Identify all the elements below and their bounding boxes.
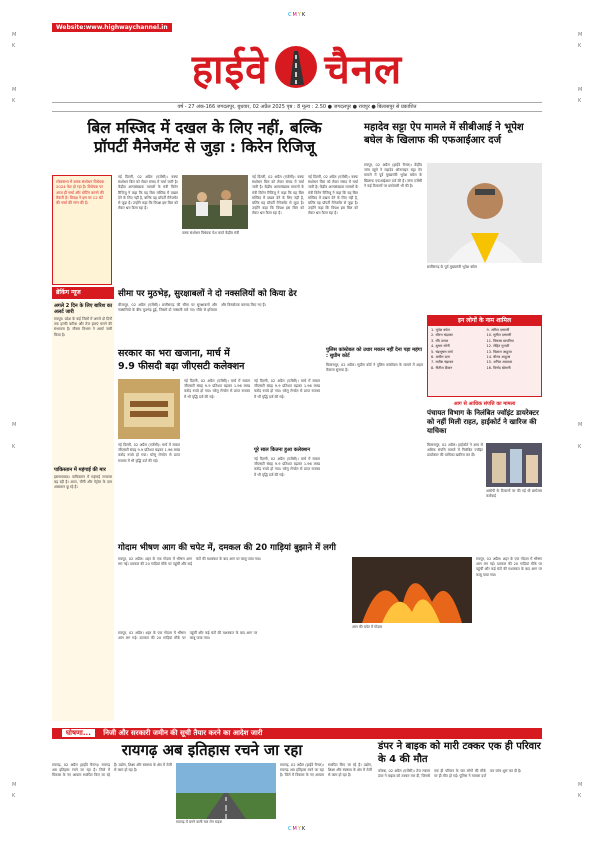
police-body: बिलासपुर, 02 अप्रैल। सुप्रीम कोर्ट ने पुलिस कांस्टेबल के मामले में अहम फैसला सुनाया है।: [326, 363, 423, 373]
name-item: 16. विनोद खेमानी: [486, 365, 511, 370]
lead-body-col-1: नई दिल्ली, 02 अप्रैल (एजेंसी)। वक्फ संशोधन बिल को लेकर संसद में चर्चा जारी है। केंद्रीय अल्पसंख्यक मामलों के मंत्री किरेन रिजिजू ने कहा कि यह बिल मस्जिद में दखल देने के लिए नहीं है, बल्कि यह प्रॉपर्टी मैनेजमेंट से जुड़ा है। उन्होंने कहा कि विपक्ष इस बिल को लेकर भ्रम फैला रहा है।: [118, 175, 178, 211]
name-item: 5. चंद्रभूषण वर्मा: [431, 349, 453, 354]
name-item: 3. रवि उप्पल: [431, 338, 449, 343]
announcement-ticker: [52, 728, 542, 739]
gst-body-col-2: नई दिल्ली, 02 अप्रैल (एजेंसी)। मार्च में सकल जीएसटी संग्रह 9.9 प्रतिशत बढ़कर 1.96 लाख करोड़ रुपये हो गया। घरेलू लेनदेन से प्राप्त राजस्व में भी वृद्धि दर्ज की गई।: [118, 443, 180, 463]
name-item: 9. अनिल दम्माणी: [486, 328, 510, 332]
lead-body-col-3: नई दिल्ली, 02 अप्रैल (एजेंसी)। वक्फ संशोधन बिल को लेकर संसद में चर्चा जारी है। केंद्रीय अल्पसंख्यक मामलों के मंत्री किरेन रिजिजू ने कहा कि यह बिल मस्जिद में दखल देने के लिए नहीं है, बल्कि यह प्रॉपर्टी मैनेजमेंट से जुड़ा है। उन्होंने कहा कि विपक्ष इस बिल को लेकर भ्रम फैला रहा है।: [308, 175, 358, 216]
panchayat-kicker: आग से आधिक संपत्ति का मामला: [453, 401, 516, 407]
cmyk-mark-top: CMYK: [288, 12, 307, 18]
name-item: 7. सतीश चंद्राकर: [431, 360, 454, 365]
breaking-item-2-body: इस्लामाबाद। पाकिस्तान में महंगाई लगातार बढ़ रही है। आटा, चीनी और पेट्रोल के दाम आसमान छू रहे हैं।: [54, 475, 112, 490]
name-item: 1. भूपेश बघेल: [431, 328, 450, 332]
website-link[interactable]: Website:www.highwaychannel.in: [52, 23, 172, 32]
side-mark-left-mid: M K: [12, 422, 17, 450]
raigarh-body: रायगढ़, 02 अप्रैल (हाईवे चैनल)। रायगढ़ अब इतिहास रचने जा रहा है। जिले में विकास के नए आयाम स्थापित किए जा रहे हैं। उद्योग, शिक्षा और स्वास्थ्य के क्षेत्र में तेजी से काम हो रहा है।: [52, 763, 172, 778]
raigarh-body-more: रायगढ़, 02 अप्रैल (हाईवे चैनल)। रायगढ़ अब इतिहास रचने जा रहा है। जिले में विकास के नए आयाम स्थापित किए जा रहे हैं। उद्योग, शिक्षा और स्वास्थ्य के क्षेत्र में तेजी से काम हो रहा है।: [280, 763, 372, 778]
panchayat-body: बिलासपुर, 02 अप्रैल। हाईकोर्ट ने आय से अधिक संपत्ति मामले में निलंबित ज्वॉइंट डायरेक्टर की याचिका खारिज कर दी।: [427, 443, 483, 458]
lead-blurb: लोकसभा में वक्फ संशोधन विधेयक 2024 पेश हो रहा है। विधेयक पर आज ही चर्चा और वोटिंग कराने की तैयारी है। विपक्ष ने इस पर 12 घंटे की चर्चा की मांग की है।: [52, 175, 112, 285]
panchayat-headline: पंचायत विभाग के निलंबित ज्वॉइंट डायरेक्टर को नहीं मिली राहत, हाईकोर्ट ने खारिज की याचिका: [427, 409, 539, 435]
panchayat-photo: [486, 443, 542, 487]
masthead: [52, 32, 542, 102]
godown-body: रायपुर, 02 अप्रैल। शहर के एक गोदाम में भीषण आग लग गई। दमकल की 20 गाड़ियां मौके पर पहुंचीं और कई घंटों की मशक्कत के बाद आग पर काबू पाया गया।: [118, 557, 262, 567]
godown-caption: आग की चपेट में गोदाम: [352, 625, 383, 629]
cmyk-mark-bottom: CMYK: [288, 826, 307, 832]
name-item: 14. धीरज आहूजा: [486, 355, 511, 360]
name-item: 8. नीतीश दीवान: [431, 365, 453, 370]
godown-body-right: रायपुर, 02 अप्रैल। शहर के एक गोदाम में भीषण आग लग गई। दमकल की 20 गाड़ियां मौके पर पहुंचीं और कई घंटों की मशक्कत के बाद आग पर काबू पाया गया।: [476, 557, 542, 577]
breaking-item-2-head: पाकिस्तान में महंगाई की मार: [54, 467, 106, 473]
masthead-title-right: चैनल: [324, 46, 403, 93]
police-headline: पुलिस कांस्टेबल को उधार मकान नहीं देना पड़ा महंगा : सुप्रीम कोर्ट: [326, 347, 422, 359]
breaking-column: [52, 301, 114, 721]
godown-headline: गोदाम भीषण आग की चपेट में, दमकल की 20 गाड़ियां बुझाने में लगी: [118, 543, 336, 553]
parliament-photo: [182, 175, 248, 229]
issue-info-bar: वर्ष - 27 अंक-166 जगदलपुर, बुधवार, 02 अप्रैल 2025 पृष्ठ : 8 मूल्य : 2.50 ● जगदलपुर ● रायपुर ● बिलासपुर से प्रकाशित: [52, 102, 542, 112]
right-lead-headline: महादेव सट्टा ऐप मामले में सीबीआई ने भूपेश बघेल के खिलाफ की एफआईआर दर्ज: [364, 122, 524, 146]
names-box: [427, 315, 542, 397]
gst-headline-line-2: 9.9 फीसदी बढ़ा जीएसटी कलेक्शन: [118, 361, 245, 372]
bhupesh-photo: [427, 163, 542, 263]
side-mark-left-bot: M K: [12, 782, 17, 799]
breaking-item-1-head: अगले 2 दिन के लिए बारिश का अलर्ट जारी: [54, 303, 112, 315]
gst-body-col-1: नई दिल्ली, 02 अप्रैल (एजेंसी)। मार्च में सकल जीएसटी संग्रह 9.9 प्रतिशत बढ़कर 1.96 लाख करोड़ रुपये हो गया। घरेलू लेनदेन से प्राप्त राजस्व में भी वृद्धि दर्ज की गई।: [184, 379, 250, 399]
gst-headline: [118, 347, 318, 373]
name-item: 13. विशाल आहूजा: [486, 349, 512, 354]
lead-body-col-2: नई दिल्ली, 02 अप्रैल (एजेंसी)। वक्फ संशोधन बिल को लेकर संसद में चर्चा जारी है। केंद्रीय अल्पसंख्यक मामलों के मंत्री किरेन रिजिजू ने कहा कि यह बिल मस्जिद में दखल देने के लिए नहीं है, बल्कि यह प्रॉपर्टी मैनेजमेंट से जुड़ा है। उन्होंने कहा कि विपक्ष इस बिल को लेकर भ्रम फैला रहा है।: [252, 175, 304, 216]
side-mark-left: M K M K: [12, 32, 17, 104]
godown-body-more: रायपुर, 02 अप्रैल। शहर के एक गोदाम में भीषण आग लग गई। दमकल की 20 गाड़ियां मौके पर पहुंचीं और कई घंटों की मशक्कत के बाद आग पर काबू पाया गया।: [118, 631, 258, 641]
right-lead-caption: छत्तीसगढ़ के पूर्व मुख्यमंत्री भूपेश बघेल: [427, 265, 477, 269]
maoist-body: बीजापुर, 02 अप्रैल (एजेंसी)। छत्तीसगढ़ की सीमा पर सुरक्षाबलों और नक्सलियों के बीच मुठभेड़ हुई, जिसमें दो नक्सली मारे गए। मौके से हथियार और विस्फोटक बरामद किए गए हैं।: [118, 303, 266, 313]
names-box-title: इन लोगों के नाम शामिल: [428, 316, 541, 326]
side-mark-right-mid: M K: [578, 422, 583, 450]
breaking-item-1-body: रायपुर। प्रदेश के कई जिलों में अगले दो दिनों तक हल्की बारिश और तेज हवाएं चलने की संभावना है। मौसम विभाग ने अलर्ट जारी किया है।: [54, 317, 112, 337]
newspaper-page: [52, 23, 542, 824]
gst-photo: [118, 379, 180, 439]
top-bar: [52, 23, 542, 32]
maoist-headline: सीमा पर मुठभेड़, सुरक्षाबलों ने दो नक्सलियों को किया ढेर: [118, 289, 297, 299]
side-mark-right-bot: M K: [578, 782, 583, 799]
masthead-title-left: हाईवे: [191, 46, 269, 93]
name-item: 12. रोहित गुलाटी: [486, 344, 510, 349]
raigarh-caption: रायगढ़ में बनने वाली चार लेन सड़क: [176, 820, 223, 824]
gst-subhead: पूरे साल कितना हुआ कलेक्शन: [254, 447, 311, 453]
names-list: [428, 326, 541, 373]
ticker-text: निजी और सरकारी जमीन की सूची तैयार करने का आदेश जारी: [103, 729, 263, 737]
gst-body-col-4: नई दिल्ली, 02 अप्रैल (एजेंसी)। मार्च में सकल जीएसटी संग्रह 9.9 प्रतिशत बढ़कर 1.96 लाख करोड़ रुपये हो गया। घरेलू लेनदेन से प्राप्त राजस्व में भी वृद्धि दर्ज की गई।: [254, 457, 320, 477]
name-item: 4. शुभम सोनी: [431, 344, 450, 349]
right-lead-body: रायपुर, 02 अप्रैल (हाईवे चैनल)। केंद्रीय जांच ब्यूरो ने महादेव ऑनलाइन सट्टा ऐप मामले में पूर्व मुख्यमंत्री भूपेश बघेल के खिलाफ एफआईआर दर्ज की है। जांच एजेंसी ने कई ठिकानों पर छापेमारी भी की है।: [364, 163, 422, 188]
panchayat-caption: आरोपी के ठिकानों पर की गई थी छापेमार कार्रवाई: [486, 489, 542, 499]
ticker-label: घोषणा...: [62, 729, 95, 737]
lead-headline-line-2: प्रॉपर्टी मैनेजमेंट से जुड़ा : किरेन रिजिजू: [93, 138, 315, 156]
name-item: 15. अनिल अग्रवाल: [486, 360, 513, 365]
gst-headline-line-1: सरकार का भरा खजाना, मार्च में: [118, 348, 230, 359]
dumper-body: कोरबा, 02 अप्रैल (एजेंसी)। तेज रफ्तार डंपर ने बाइक को टक्कर मार दी, जिससे एक ही परिवार के चार लोगों की मौके पर ही मौत हो गई। पुलिस ने मामला दर्ज कर जांच शुरू कर दी है।: [378, 769, 522, 779]
lead-photo-caption: वक्फ संशोधन विधेयक पेश करते केंद्रीय मंत्री: [182, 231, 240, 235]
lead-headline-line-1: बिल मस्जिद में दखल के लिए नहीं, बल्कि: [87, 119, 322, 137]
road-logo-icon: [274, 45, 318, 89]
godown-fire-photo: [352, 557, 472, 623]
breaking-news-label: ब्रेकिंग न्यूज: [52, 287, 114, 299]
raigarh-headline: रायगढ़ अब इतिहास रचने जा रहा: [121, 741, 303, 759]
side-mark-right: M K M K: [578, 32, 583, 104]
name-item: 6. असीम दास: [431, 355, 450, 360]
dumper-headline: डंपर ने बाइक को मारी टक्कर एक ही परिवार के 4 की मौत: [378, 741, 541, 765]
name-item: 2. सौरभ चंद्राकर: [431, 333, 453, 338]
name-item: 10. सुनील दम्माणी: [486, 333, 512, 338]
raigarh-road-photo: [176, 763, 276, 819]
name-item: 11. विकास छापरिया: [486, 338, 514, 343]
gst-body-col-3: नई दिल्ली, 02 अप्रैल (एजेंसी)। मार्च में सकल जीएसटी संग्रह 9.9 प्रतिशत बढ़कर 1.96 लाख करोड़ रुपये हो गया। घरेलू लेनदेन से प्राप्त राजस्व में भी वृद्धि दर्ज की गई।: [254, 379, 320, 399]
